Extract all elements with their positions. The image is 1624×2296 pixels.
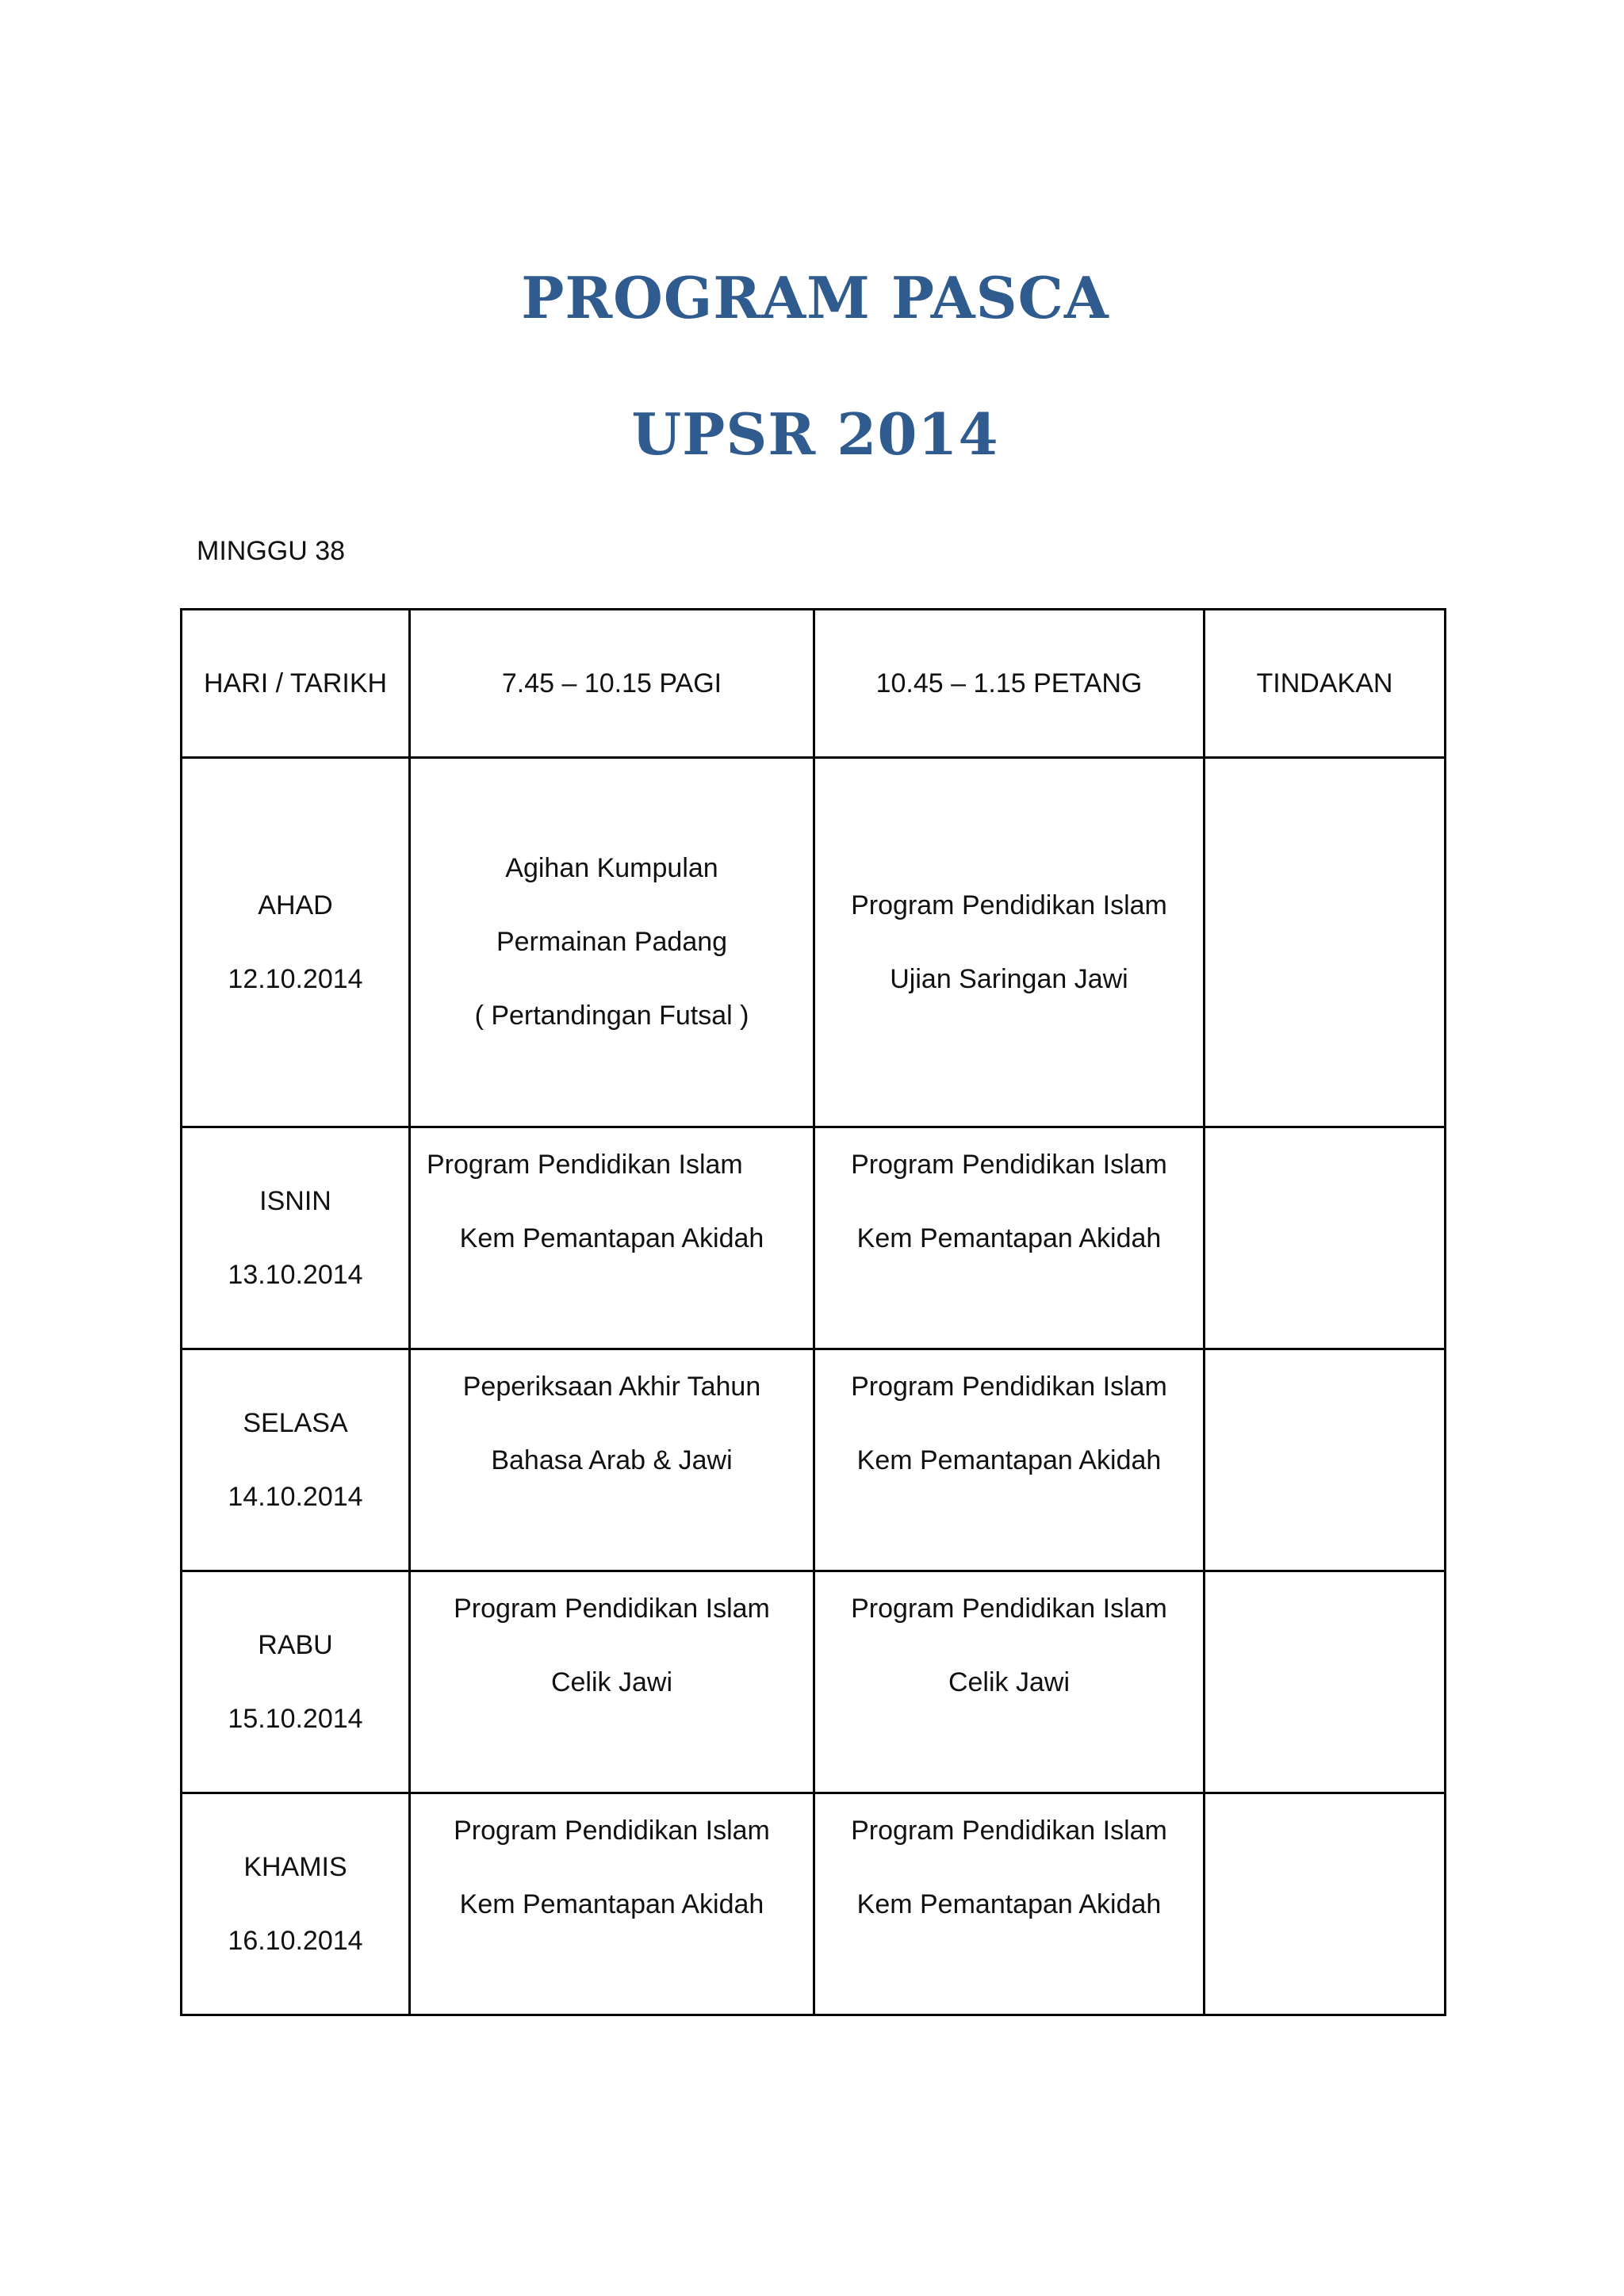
- date-value: 16.10.2014: [228, 1925, 363, 1956]
- week-label: MINGGU 38: [197, 536, 346, 566]
- header-morning: 7.45 – 10.15 PAGI: [410, 610, 814, 758]
- afternoon-cell: [814, 1571, 1205, 1793]
- schedule-table: [180, 608, 1446, 2016]
- day-date-cell: [182, 1571, 410, 1793]
- morning-cell: [410, 1793, 814, 2015]
- afternoon-cell: [814, 1349, 1205, 1571]
- afternoon-cell: [814, 1793, 1205, 2015]
- morning-cell: [410, 758, 814, 1127]
- page-subtitle: UPSR 2014: [631, 400, 999, 468]
- afternoon-cell: [814, 758, 1205, 1127]
- day-name: RABU: [258, 1629, 333, 1660]
- morning-line: Peperiksaan Akhir Tahun: [462, 1372, 761, 1402]
- morning-line: Agihan Kumpulan: [505, 853, 718, 883]
- action-cell[interactable]: [1205, 1349, 1446, 1571]
- day-name: AHAD: [258, 890, 333, 920]
- afternoon-line: Celik Jawi: [948, 1667, 1071, 1697]
- table-row: [182, 1127, 1446, 1349]
- table-row: [182, 1793, 1446, 2015]
- table-row: [182, 1571, 1446, 1793]
- morning-cell: [410, 1349, 814, 1571]
- action-cell[interactable]: [1205, 1127, 1446, 1349]
- day-date-cell: [182, 1793, 410, 2015]
- morning-line: ( Pertandingan Futsal ): [474, 1001, 749, 1031]
- date-value: 15.10.2014: [228, 1703, 363, 1734]
- table-row: [182, 758, 1446, 1127]
- morning-line: Program Pendidikan Islam: [454, 1816, 770, 1846]
- morning-line: Permainan Padang: [496, 927, 728, 957]
- header-afternoon: 10.45 – 1.15 PETANG: [814, 610, 1205, 758]
- afternoon-line: Kem Pemantapan Akidah: [856, 1445, 1162, 1475]
- table-header-row: [182, 610, 1446, 758]
- day-date-cell: [182, 1349, 410, 1571]
- action-cell[interactable]: [1205, 1793, 1446, 2015]
- date-value: 13.10.2014: [228, 1259, 363, 1290]
- header-day-date: HARI / TARIKH: [182, 610, 410, 758]
- morning-cell: [410, 1127, 814, 1349]
- afternoon-line: Program Pendidikan Islam: [851, 1594, 1167, 1624]
- afternoon-line: Program Pendidikan Islam: [851, 1150, 1167, 1180]
- action-cell[interactable]: [1205, 1571, 1446, 1793]
- day-name: ISNIN: [259, 1185, 331, 1216]
- afternoon-line: Program Pendidikan Islam: [851, 1372, 1167, 1402]
- morning-line: Bahasa Arab & Jawi: [491, 1445, 733, 1475]
- afternoon-line: Kem Pemantapan Akidah: [856, 1889, 1162, 1919]
- morning-line: Celik Jawi: [550, 1667, 673, 1697]
- morning-cell: [410, 1571, 814, 1793]
- afternoon-line: Ujian Saringan Jawi: [890, 963, 1128, 994]
- header-action: TINDAKAN: [1205, 610, 1446, 758]
- morning-line: Kem Pemantapan Akidah: [459, 1223, 764, 1253]
- afternoon-line: Program Pendidikan Islam: [851, 890, 1167, 920]
- action-cell[interactable]: [1205, 758, 1446, 1127]
- morning-line: Kem Pemantapan Akidah: [459, 1889, 764, 1919]
- day-date-cell: [182, 758, 410, 1127]
- page-title: PROGRAM PASCA: [521, 264, 1109, 331]
- day-date-cell: [182, 1127, 410, 1349]
- day-name: KHAMIS: [243, 1851, 347, 1882]
- afternoon-cell: [814, 1127, 1205, 1349]
- afternoon-line: Program Pendidikan Islam: [851, 1816, 1167, 1846]
- date-value: 12.10.2014: [228, 963, 363, 994]
- date-value: 14.10.2014: [228, 1481, 363, 1512]
- day-name: SELASA: [243, 1407, 348, 1438]
- table-row: [182, 1349, 1446, 1571]
- morning-line: Program Pendidikan Islam: [427, 1150, 743, 1180]
- morning-line: Program Pendidikan Islam: [454, 1594, 770, 1624]
- afternoon-line: Kem Pemantapan Akidah: [856, 1223, 1162, 1253]
